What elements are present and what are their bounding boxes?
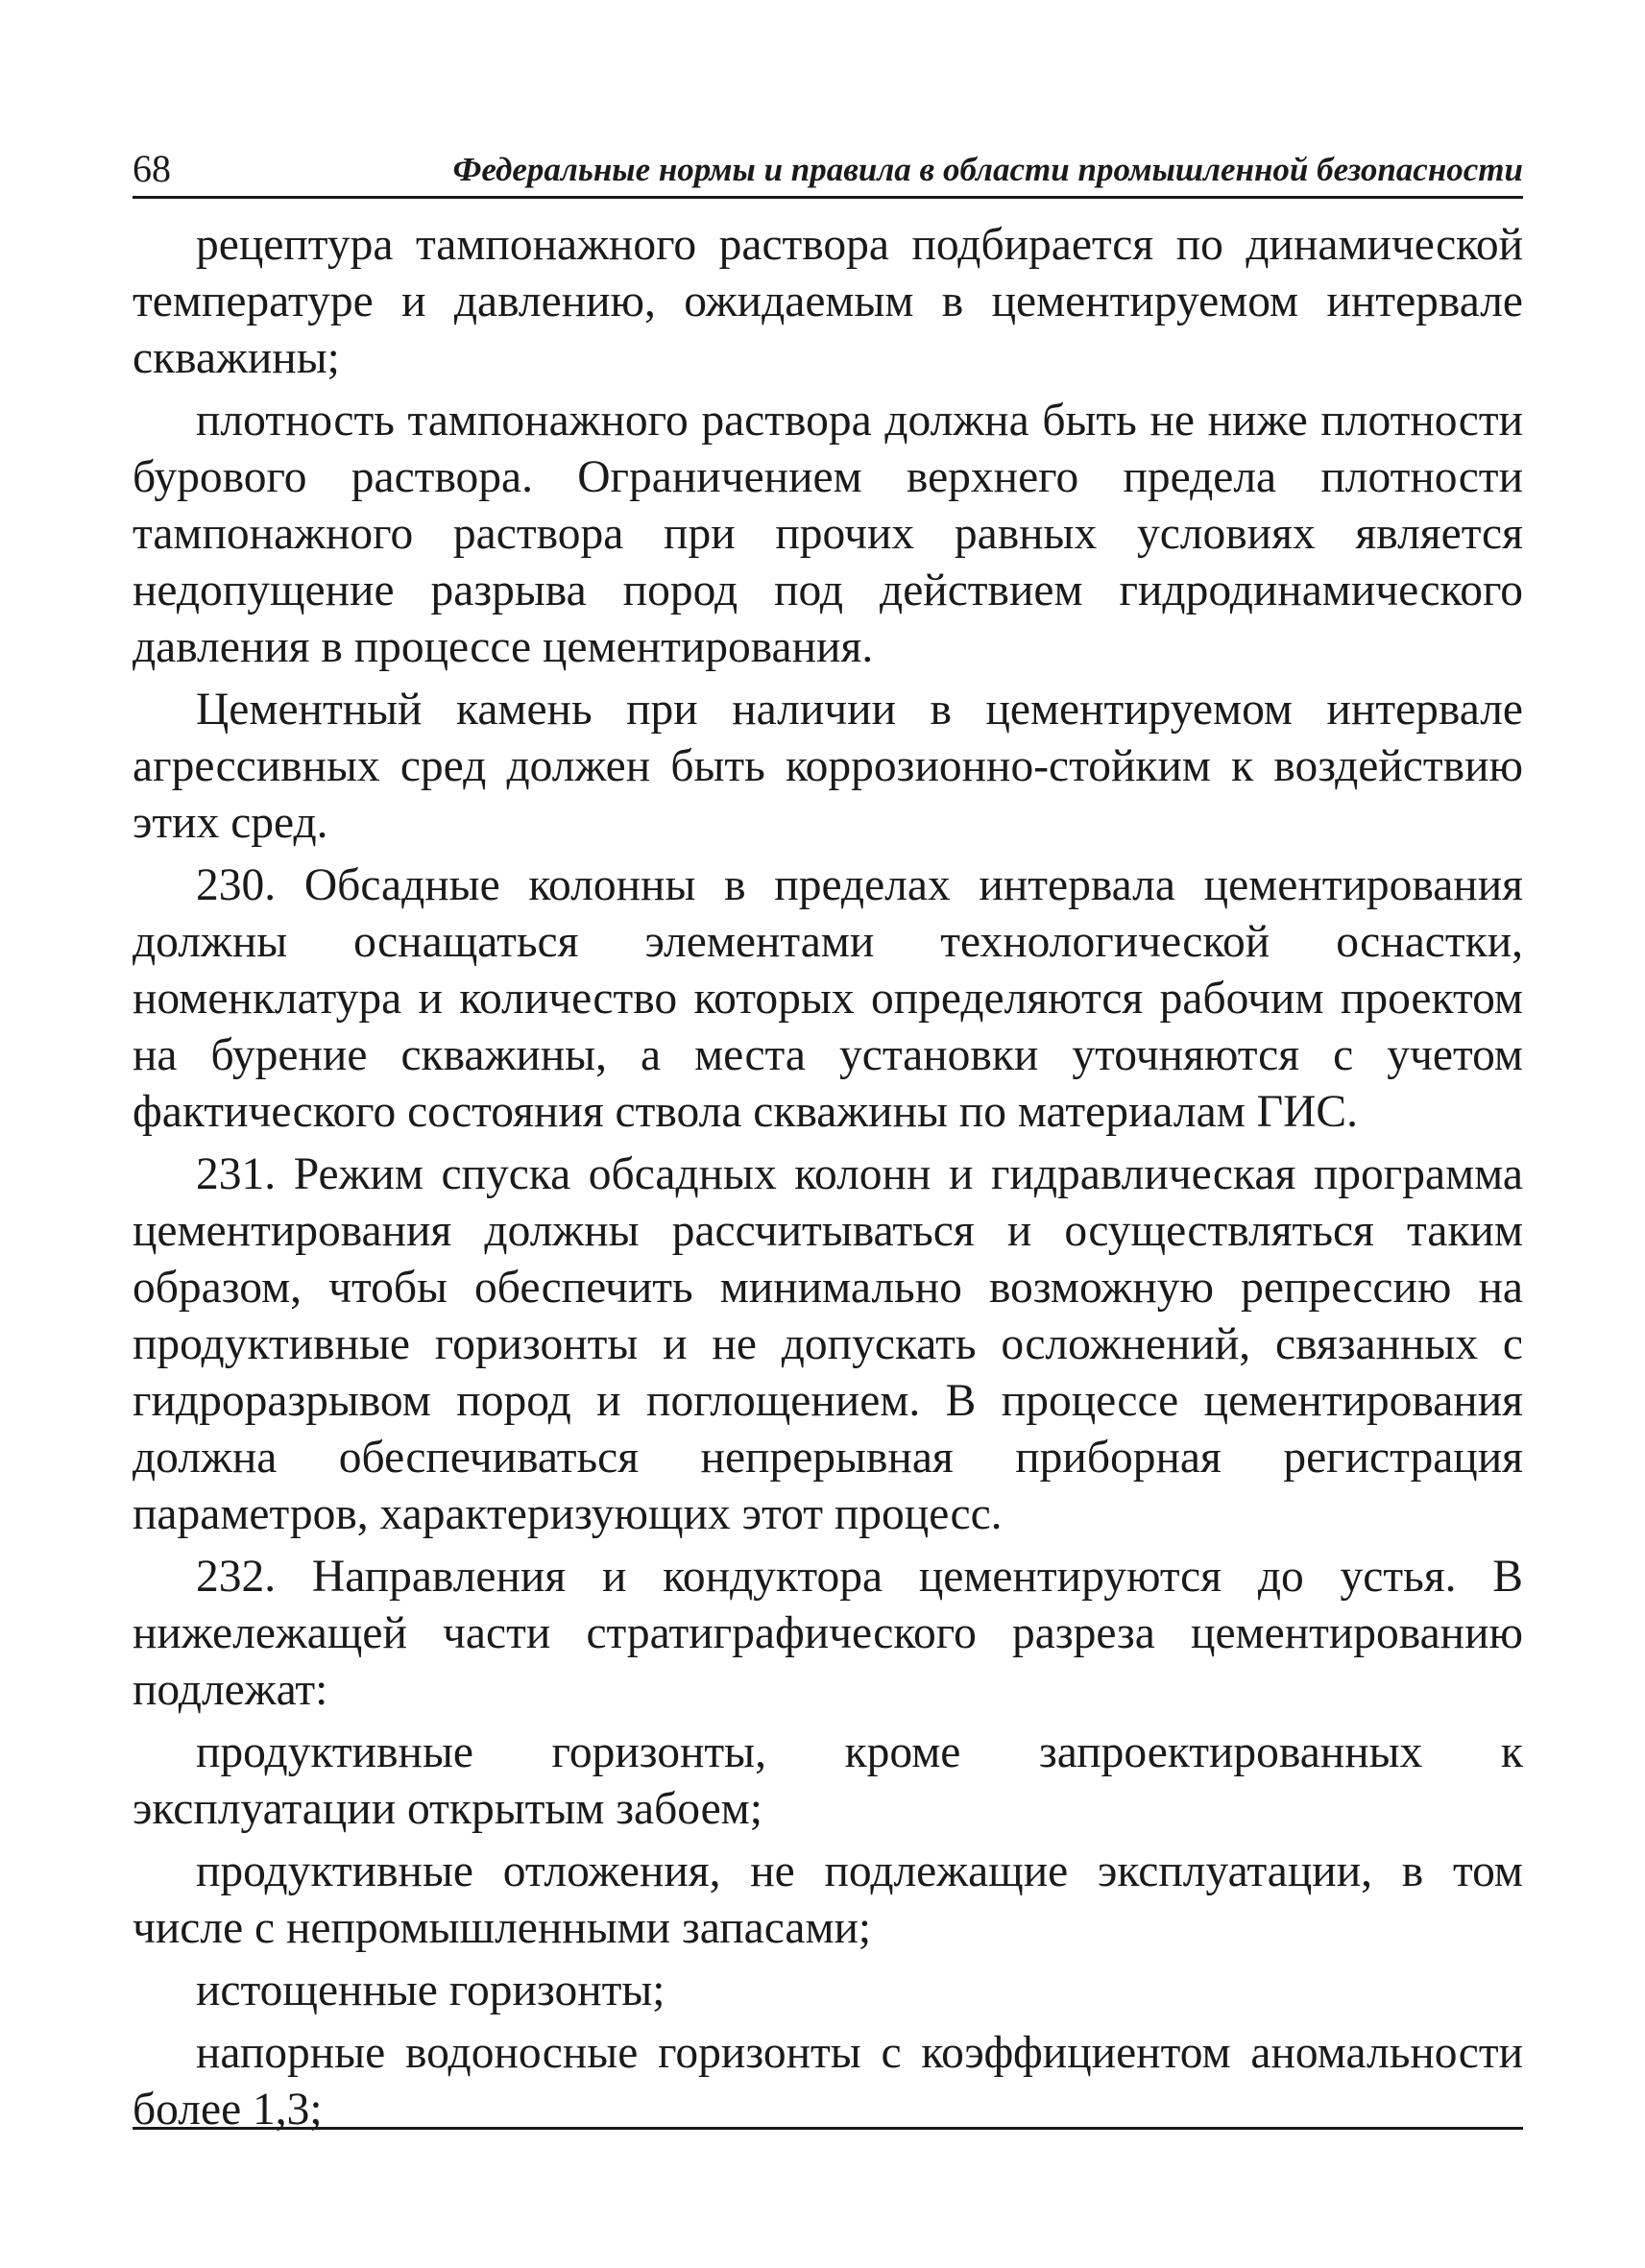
- paragraph-cement-stone: Цементный камень при наличии в цементируемом интервале агрессивных сред должен быть коррозионно-стойким к воздействию этих сред.: [133, 685, 1523, 848]
- page-header: [133, 144, 1523, 199]
- paragraph-231: 231. Режим спуска обсадных колонн и гидравлическая программа цементирования должны рассчитываться и осуществляться таким образом, чтобы обеспечить минимально возможную репрессию на продуктивные горизонты и не допускать осложнений, связанных с гидроразрывом пород и поглощением. В процессе цементирования должна обеспечиваться непрерывная приборная регистрация параметров, характеризующих этот процесс.: [133, 1149, 1523, 1539]
- running-title: Федеральные нормы и правила в области промышленной безопасности: [452, 151, 1523, 188]
- page-number: 68: [133, 147, 171, 190]
- page-body: [133, 217, 1523, 2144]
- list-item-depleted-horizons: истощенные горизонты;: [196, 1966, 665, 2015]
- paragraph-232: 232. Направления и кондуктора цементируются до устья. В нижележащей части стратиграфического разреза цементированию подлежат:: [133, 1552, 1523, 1715]
- paragraph-cement-recipe: рецептура тампонажного раствора подбирается по динамической температуре и давлению, ожидаемым в цементируемом интервале скважины;: [133, 220, 1523, 383]
- paragraph-cement-density: плотность тампонажного раствора должна быть не ниже плотности бурового раствора. Ограничением верхнего предела плотности тампонажного раствора при прочих равных условиях является недопущение разрыва пород под действием гидродинамического давления в процессе цементирования.: [133, 396, 1523, 672]
- footer-rule: [133, 2127, 1523, 2130]
- paragraph-230: 230. Обсадные колонны в пределах интервала цементирования должны оснащаться элементами технологической оснастки, номенклатура и количество которых определяются рабочим проектом на бурение скважины, а места установки уточняются с учетом фактического состояния ствола скважины по материалам ГИС.: [133, 860, 1523, 1137]
- list-item-pressure-aquifers: напорные водоносные горизонты с коэффициентом аномальности более 1,3;: [133, 2028, 1523, 2135]
- list-item-productive-deposits: продуктивные отложения, не подлежащие эксплуатации, в том числе с непромышленными запасами;: [133, 1846, 1523, 1953]
- list-item-productive-horizons: продуктивные горизонты, кроме запроектированных к эксплуатации открытым забоем;: [133, 1727, 1523, 1834]
